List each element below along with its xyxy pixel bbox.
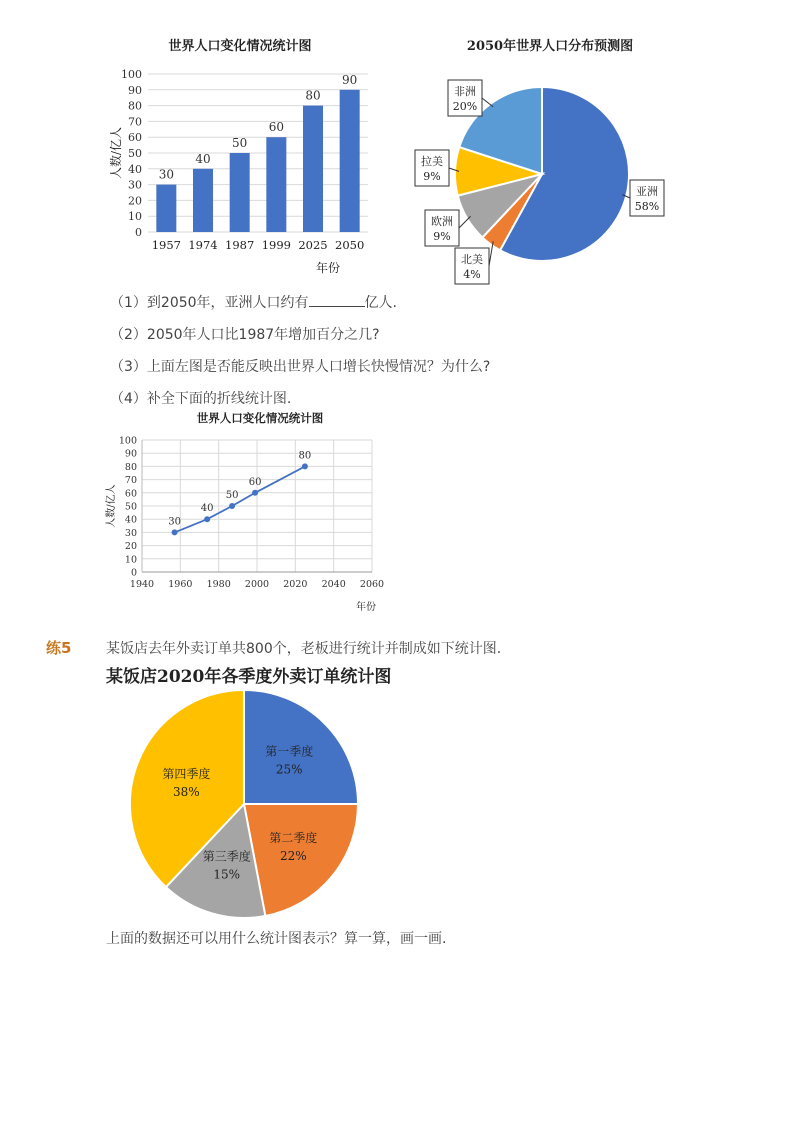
data-point [229,503,235,509]
y-tick-label: 100 [121,68,142,81]
y-tick-label: 20 [128,194,142,208]
chart-title: 世界人口变化情况统计图 [196,411,324,425]
y-tick-label: 60 [128,131,142,145]
y-tick-label: 90 [128,83,142,97]
data-label: 30 [158,167,174,182]
y-axis-label: 人数/亿人 [106,484,117,528]
x-tick-label: 1940 [129,579,155,590]
y-tick-label: 0 [130,567,137,579]
y-tick-label: 80 [124,461,137,473]
slice-percent: 38% [173,785,200,800]
slice-label: 亚洲 [636,185,658,198]
x-tick-label: 1960 [168,579,193,590]
series-line [175,466,305,532]
slice-percent: 25% [275,762,303,777]
chart-title: 世界人口变化情况统计图 [168,39,312,54]
data-label: 60 [248,476,262,488]
question-1 [110,292,397,312]
answer-blank[interactable] [309,294,365,307]
question-4: （4）补全下面的折线统计图. [110,391,292,407]
slice-label: 第二季度 [269,830,318,845]
y-tick-label: 60 [124,488,137,500]
question-3: （3）上面左图是否能反映出世界人口增长快慢情况？为什么? [110,359,491,375]
chart-title: 2050年世界人口分布预测图 [466,39,634,54]
data-label: 80 [305,88,321,103]
data-label: 80 [298,450,312,462]
y-tick-label: 70 [128,115,142,129]
y-tick-label: 50 [124,501,137,513]
exercise-label: 练5 [46,639,72,657]
exercise-intro: 某饭店去年外卖订单共800个，老板进行统计并制成如下统计图. [106,641,502,657]
orders-pie-chart [120,680,370,925]
y-tick-label: 70 [124,475,137,487]
data-point [204,516,210,522]
x-tick-label: 2020 [283,579,308,590]
slice-label: 第一季度 [265,744,314,759]
population-line-chart [100,405,400,620]
y-tick-label: 30 [128,178,142,192]
data-point [302,463,308,469]
question-1-text: （1）到2050年，亚洲人口约有 [110,295,309,311]
x-tick-label: 2040 [321,579,346,590]
y-tick-label: 50 [128,147,142,160]
y-tick-label: 40 [124,514,137,526]
slice-percent: 9% [423,170,441,183]
question-2: （2）2050年人口比1987年增加百分之几? [110,327,380,343]
slice-label: 第三季度 [202,849,251,864]
x-tick-label: 1957 [151,238,181,252]
x-axis-label: 年份 [315,261,341,275]
data-point [172,529,178,535]
data-label: 30 [168,516,181,528]
bar [340,90,360,232]
x-tick-label: 1987 [225,238,255,252]
data-label: 90 [342,72,358,87]
y-tick-label: 0 [135,226,142,239]
slice-label: 第四季度 [162,767,211,782]
slice-percent: 9% [433,230,451,243]
slice-percent: 15% [213,867,241,882]
bar [156,185,176,232]
x-axis-label: 年份 [356,602,376,613]
x-tick-label: 2025 [298,238,328,252]
population-bar-chart [90,30,390,285]
y-tick-label: 20 [124,541,137,553]
population-pie-chart [400,30,700,290]
chart-title-orders: 某饭店2020年各季度外卖订单统计图 [106,667,392,687]
slice-label: 北美 [461,253,483,266]
bar [266,137,286,232]
question-1-suffix: 亿人. [364,295,397,311]
y-tick-label: 90 [124,448,137,460]
slice-percent: 58% [634,200,660,213]
x-tick-label: 1999 [261,238,291,252]
x-tick-label: 2000 [244,579,270,590]
x-tick-label: 1980 [206,579,231,590]
data-label: 60 [268,120,284,135]
data-point [252,490,258,496]
x-tick-label: 1974 [188,238,218,252]
data-label: 50 [225,490,239,501]
bar [193,169,213,232]
y-tick-label: 80 [128,99,142,113]
x-tick-label: 2060 [359,579,385,590]
y-tick-label: 30 [124,527,137,539]
slice-percent: 20% [452,100,478,113]
y-tick-label: 10 [124,554,137,566]
y-tick-label: 10 [128,210,142,224]
slice-label: 拉美 [421,155,443,168]
y-axis-label: 人数/亿人 [109,126,123,180]
exercise-question: 上面的数据还可以用什么统计图表示？算一算，画一画. [106,931,447,947]
bar [303,106,323,232]
data-label: 40 [195,151,211,166]
slice-label: 非洲 [454,85,476,98]
data-label: 40 [200,503,214,515]
y-tick-label: 40 [128,162,142,176]
slice-percent: 22% [279,848,307,863]
slice-percent: 4% [463,268,481,281]
data-label: 50 [232,136,248,150]
x-tick-label: 2050 [335,238,365,252]
y-tick-label: 100 [118,435,137,447]
bar [230,153,250,232]
slice-label: 欧洲 [431,215,453,228]
